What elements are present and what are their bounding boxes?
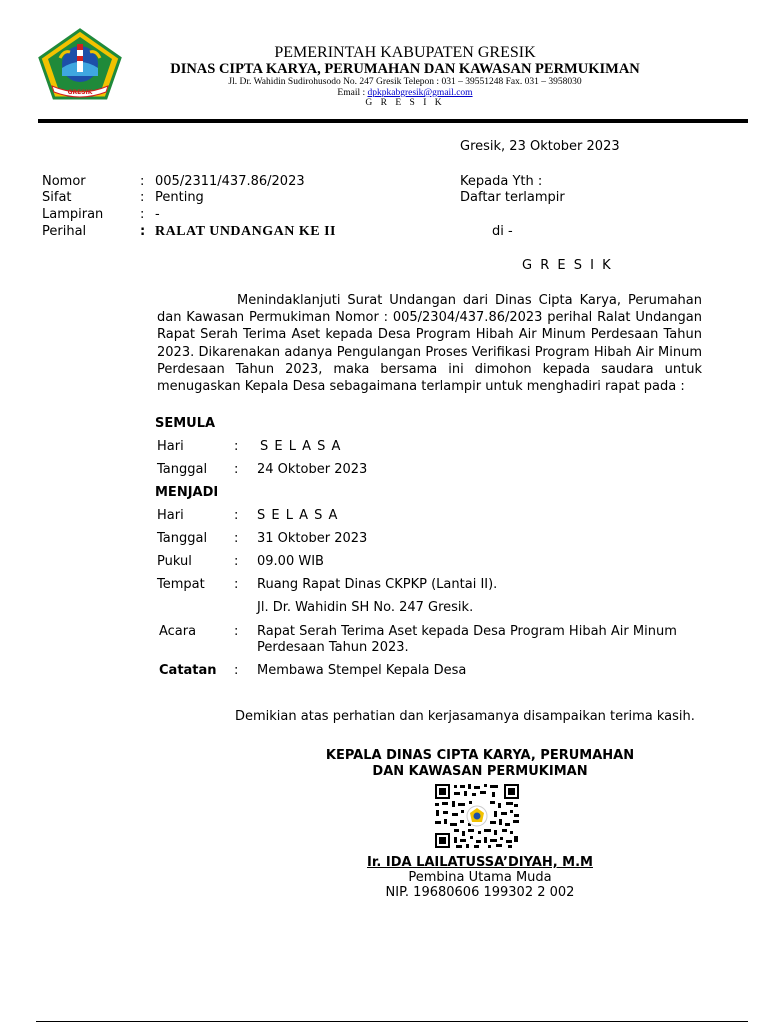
letterhead-rule: [38, 119, 748, 123]
detail-colon: :: [234, 462, 239, 477]
meta-colon: :: [140, 207, 145, 222]
detail-colon: :: [234, 577, 239, 592]
menjadi-pukul-value: 09.00 WIB: [257, 554, 324, 569]
meta-value-lampiran: -: [155, 207, 160, 222]
semula-hari-label: Hari: [157, 439, 184, 454]
catatan-label: Catatan: [159, 663, 217, 678]
letterhead-city: G R E S I K: [365, 98, 445, 108]
meta-value-sifat: Penting: [155, 190, 204, 205]
semula-heading: SEMULA: [155, 416, 216, 431]
letterhead-agency: DINAS CIPTA KARYA, PERUMAHAN DAN KAWASAN PERMUKIMAN: [170, 61, 640, 77]
signatory-nip: NIP. 19680606 199302 2 002: [385, 885, 575, 900]
menjadi-acara-value-2: Perdesaan Tahun 2023.: [257, 640, 409, 655]
detail-colon: :: [234, 624, 239, 639]
signatory-rank: Pembina Utama Muda: [408, 870, 552, 885]
meta-label-sifat: Sifat: [42, 190, 72, 205]
letterhead-address: Jl. Dr. Wahidin Sudirohusodo No. 247 Gresik Telepon : 031 – 39551248 Fax. 031 – 3958030: [228, 77, 582, 87]
meta-value-perihal: RALAT UNDANGAN KE II: [155, 224, 337, 239]
letterhead-government: PEMERINTAH KABUPATEN GRESIK: [274, 44, 536, 61]
menjadi-tanggal-label: Tanggal: [157, 531, 208, 546]
menjadi-heading: MENJADI: [155, 485, 219, 500]
menjadi-tempat-label: Tempat: [157, 577, 205, 592]
detail-colon: :: [234, 663, 239, 678]
menjadi-hari-value: S E L A S A: [257, 508, 339, 523]
footer-rule: [36, 1021, 748, 1022]
meta-label-nomor: Nomor: [42, 174, 86, 189]
semula-hari-value: S E L A S A: [260, 439, 342, 454]
recipient-di: di -: [492, 224, 513, 239]
menjadi-tempat-value-1: Ruang Rapat Dinas CKPKP (Lantai II).: [257, 577, 498, 592]
gresik-regency-emblem: [38, 28, 122, 100]
menjadi-hari-label: Hari: [157, 508, 184, 523]
letterhead-email-line: [145, 88, 665, 98]
menjadi-tempat-value-2: Jl. Dr. Wahidin SH No. 247 Gresik.: [257, 600, 474, 615]
menjadi-pukul-label: Pukul: [157, 554, 192, 569]
meta-label-perihal: Perihal: [42, 224, 87, 239]
detail-colon: :: [234, 554, 239, 569]
detail-colon: :: [234, 439, 239, 454]
signatory-title-2: DAN KAWASAN PERMUKIMAN: [372, 764, 588, 779]
detail-colon: :: [234, 508, 239, 523]
logo-text: GRESIK: [67, 89, 93, 96]
recipient-greeting: Kepada Yth :: [460, 174, 543, 189]
menjadi-tanggal-value: 31 Oktober 2023: [257, 531, 368, 546]
menjadi-acara-label: Acara: [159, 624, 197, 639]
catatan-value: Membawa Stempel Kepala Desa: [257, 663, 467, 678]
menjadi-acara-value-1: Rapat Serah Terima Aset kepada Desa Program Hibah Air Minum: [257, 624, 677, 639]
closing-sentence: Demikian atas perhatian dan kerjasamanya disampaikan terima kasih.: [235, 709, 695, 724]
email-label: Email :: [337, 88, 368, 98]
semula-tanggal-value: 24 Oktober 2023: [257, 462, 368, 477]
qr-code-image: [434, 783, 520, 849]
meta-colon: :: [140, 224, 146, 239]
email-link[interactable]: dpkpkabgresik@gmail.com: [367, 88, 473, 98]
body-paragraph: [157, 292, 702, 395]
meta-value-nomor: 005/2311/437.86/2023: [155, 174, 305, 189]
recipient-city: G R E S I K: [522, 258, 613, 273]
recipient-name: Daftar terlampir: [460, 190, 565, 205]
meta-label-lampiran: Lampiran: [42, 207, 104, 222]
meta-colon: :: [140, 174, 145, 189]
signatory-name: Ir. IDA LAILATUSSA’DIYAH, M.M: [367, 855, 593, 870]
body-paragraph-text: Menindaklanjuti Surat Undangan dari Dinas Cipta Karya, Perumahan dan Kawasan Permukiman Nomor : 005/2304/437.86/2023 perihal Ralat Undangan Rapat Serah Terima Aset kepada Desa Program Hibah Air Minum Perdesaan Tahun 2023. Dikarenakan adanya Pengulangan Proses Verifikasi Program Hibah Air Minum Perdesaan Tahun 2023, maka bersama ini dimohon kepada saudara untuk menugaskan Kepala Desa sebagaimana terlampir untuk menghadiri rapat pada :: [157, 293, 702, 395]
meta-colon: :: [140, 190, 145, 205]
signatory-title-1: KEPALA DINAS CIPTA KARYA, PERUMAHAN: [325, 748, 635, 763]
detail-colon: :: [234, 531, 239, 546]
semula-tanggal-label: Tanggal: [157, 462, 208, 477]
letter-date: Gresik, 23 Oktober 2023: [460, 139, 620, 154]
